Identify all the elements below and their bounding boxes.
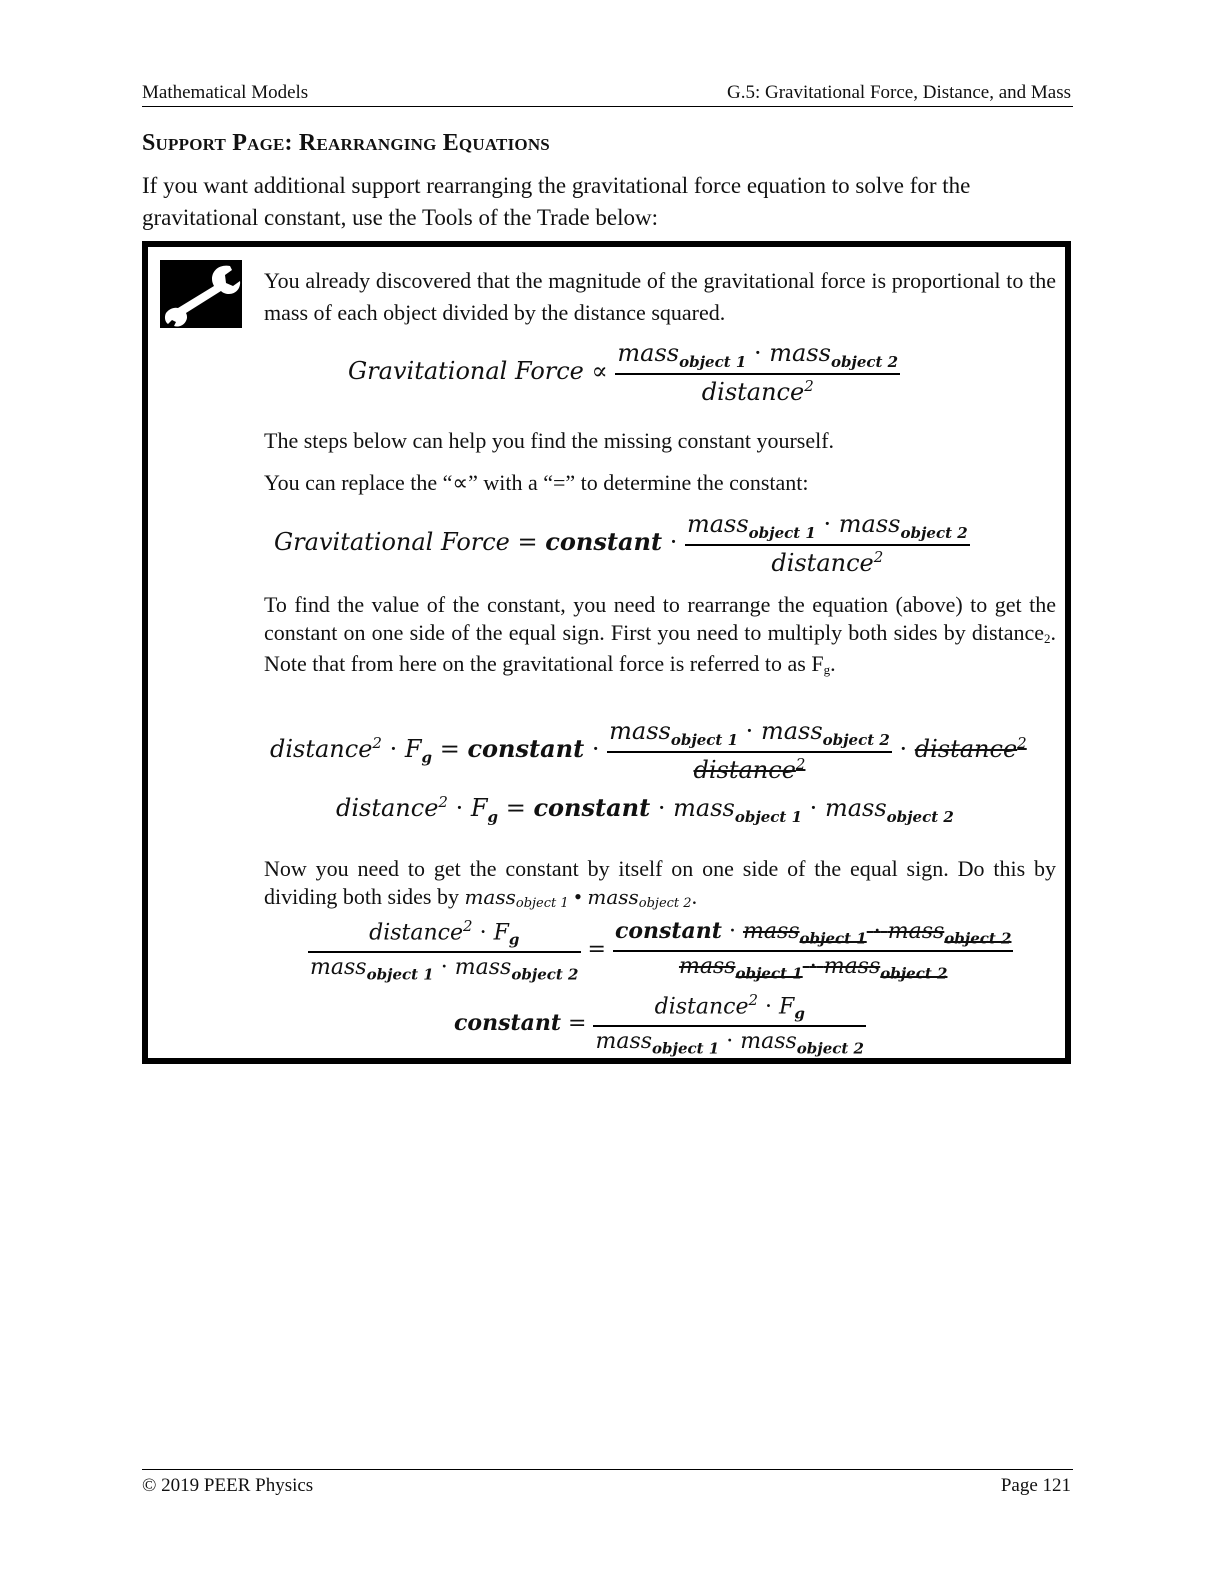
fraction: $\frac{mass_{object 1} \cdot mass_{object 2}}{distance^2}$ <box>609 717 890 784</box>
page-number: Page 121 <box>1000 1475 1071 1496</box>
equation-multiply-distance: distance$^2$ · $F_g$ = constant · $\frac{mass_{object 1} \cdot mass_{object 2}}{distance^2}$ · distance$^2$ <box>270 717 1027 784</box>
equation-constant-result: constant = $\frac{distance^2 \cdot F_g}{mass_{object 1} \cdot mass_{object 2}}$ <box>454 991 864 1058</box>
header-lesson: G.5: Gravitational Force, Distance, and Mass <box>726 82 1071 103</box>
copyright: © 2019 PEER Physics <box>142 1475 314 1496</box>
equation-simplified: distance$^2$ · $F_g$ = constant · mass$_{object 1}$ · mass$_{object 2}$ <box>336 793 954 826</box>
steps-paragraph: The steps below can help you find the missing constant yourself. <box>264 428 835 453</box>
rearrange-paragraph: To find the value of the constant, you need to rearrange the equation (above) to get the constant on one side of the equal sign. First you need to multiply both sides by distance2. Note that from here on the gravitational force is referred to as Fg. <box>264 592 1056 677</box>
page-footer <box>142 1469 1073 1500</box>
proportional-paragraph: You already discovered that the magnitude of the gravitational force is proportional to the mass of each object divided by the distance squared. <box>264 268 1056 325</box>
wrench-icon <box>160 260 242 328</box>
divide-paragraph: Now you need to get the constant by itself on one side of the equal sign. Do this by dividing both sides by massobject 1 • massobject 2. <box>264 856 1056 911</box>
equation-proportional: Gravitational Force ∝ $\frac{mass_{object 1} \cdot mass_{object 2}}{distance^2}$ <box>348 339 899 406</box>
page-header <box>142 80 1073 107</box>
fraction: $\frac{mass_{object 1} \cdot mass_{object 2}}{distance^2}$ <box>686 510 968 577</box>
intro-paragraph: If you want additional support rearranging the gravitational force equation to solve for the gravitational constant, use the Tools of the Trade below: <box>142 173 971 230</box>
fraction: $\frac{mass_{object 1} \cdot mass_{object 2}}{distance^2}$ <box>617 339 899 406</box>
equation-divide-both-sides: $\frac{distance^2 \cdot F_g}{mass_{object 1} \cdot mass_{object 2}}$ = $\frac{constant \cdot mass_{object 1} \cdot mass_{object 2}}{mass_{object 1} \cdot mass_{object 2}}$ <box>310 917 1012 984</box>
header-course: Mathematical Models <box>142 82 309 103</box>
fraction: $\frac{distance^2 \cdot F_g}{mass_{object 1} \cdot mass_{object 2}}$ <box>595 991 864 1058</box>
equation-with-constant: Gravitational Force = constant · $\frac{mass_{object 1} \cdot mass_{object 2}}{distance^2}$ <box>274 510 968 577</box>
fraction: $\frac{distance^2 \cdot F_g}{mass_{object 1} \cdot mass_{object 2}}$ <box>310 917 579 984</box>
tools-of-the-trade-box <box>142 241 1071 1064</box>
section-title: Support Page: Rearranging Equations <box>142 130 550 156</box>
fraction: $\frac{constant \cdot mass_{object 1} \cdot mass_{object 2}}{mass_{object 1} \cdot mass_{object 2}}$ <box>614 918 1012 982</box>
replace-paragraph: You can replace the “∝” with a “=” to determine the constant: <box>264 470 809 495</box>
